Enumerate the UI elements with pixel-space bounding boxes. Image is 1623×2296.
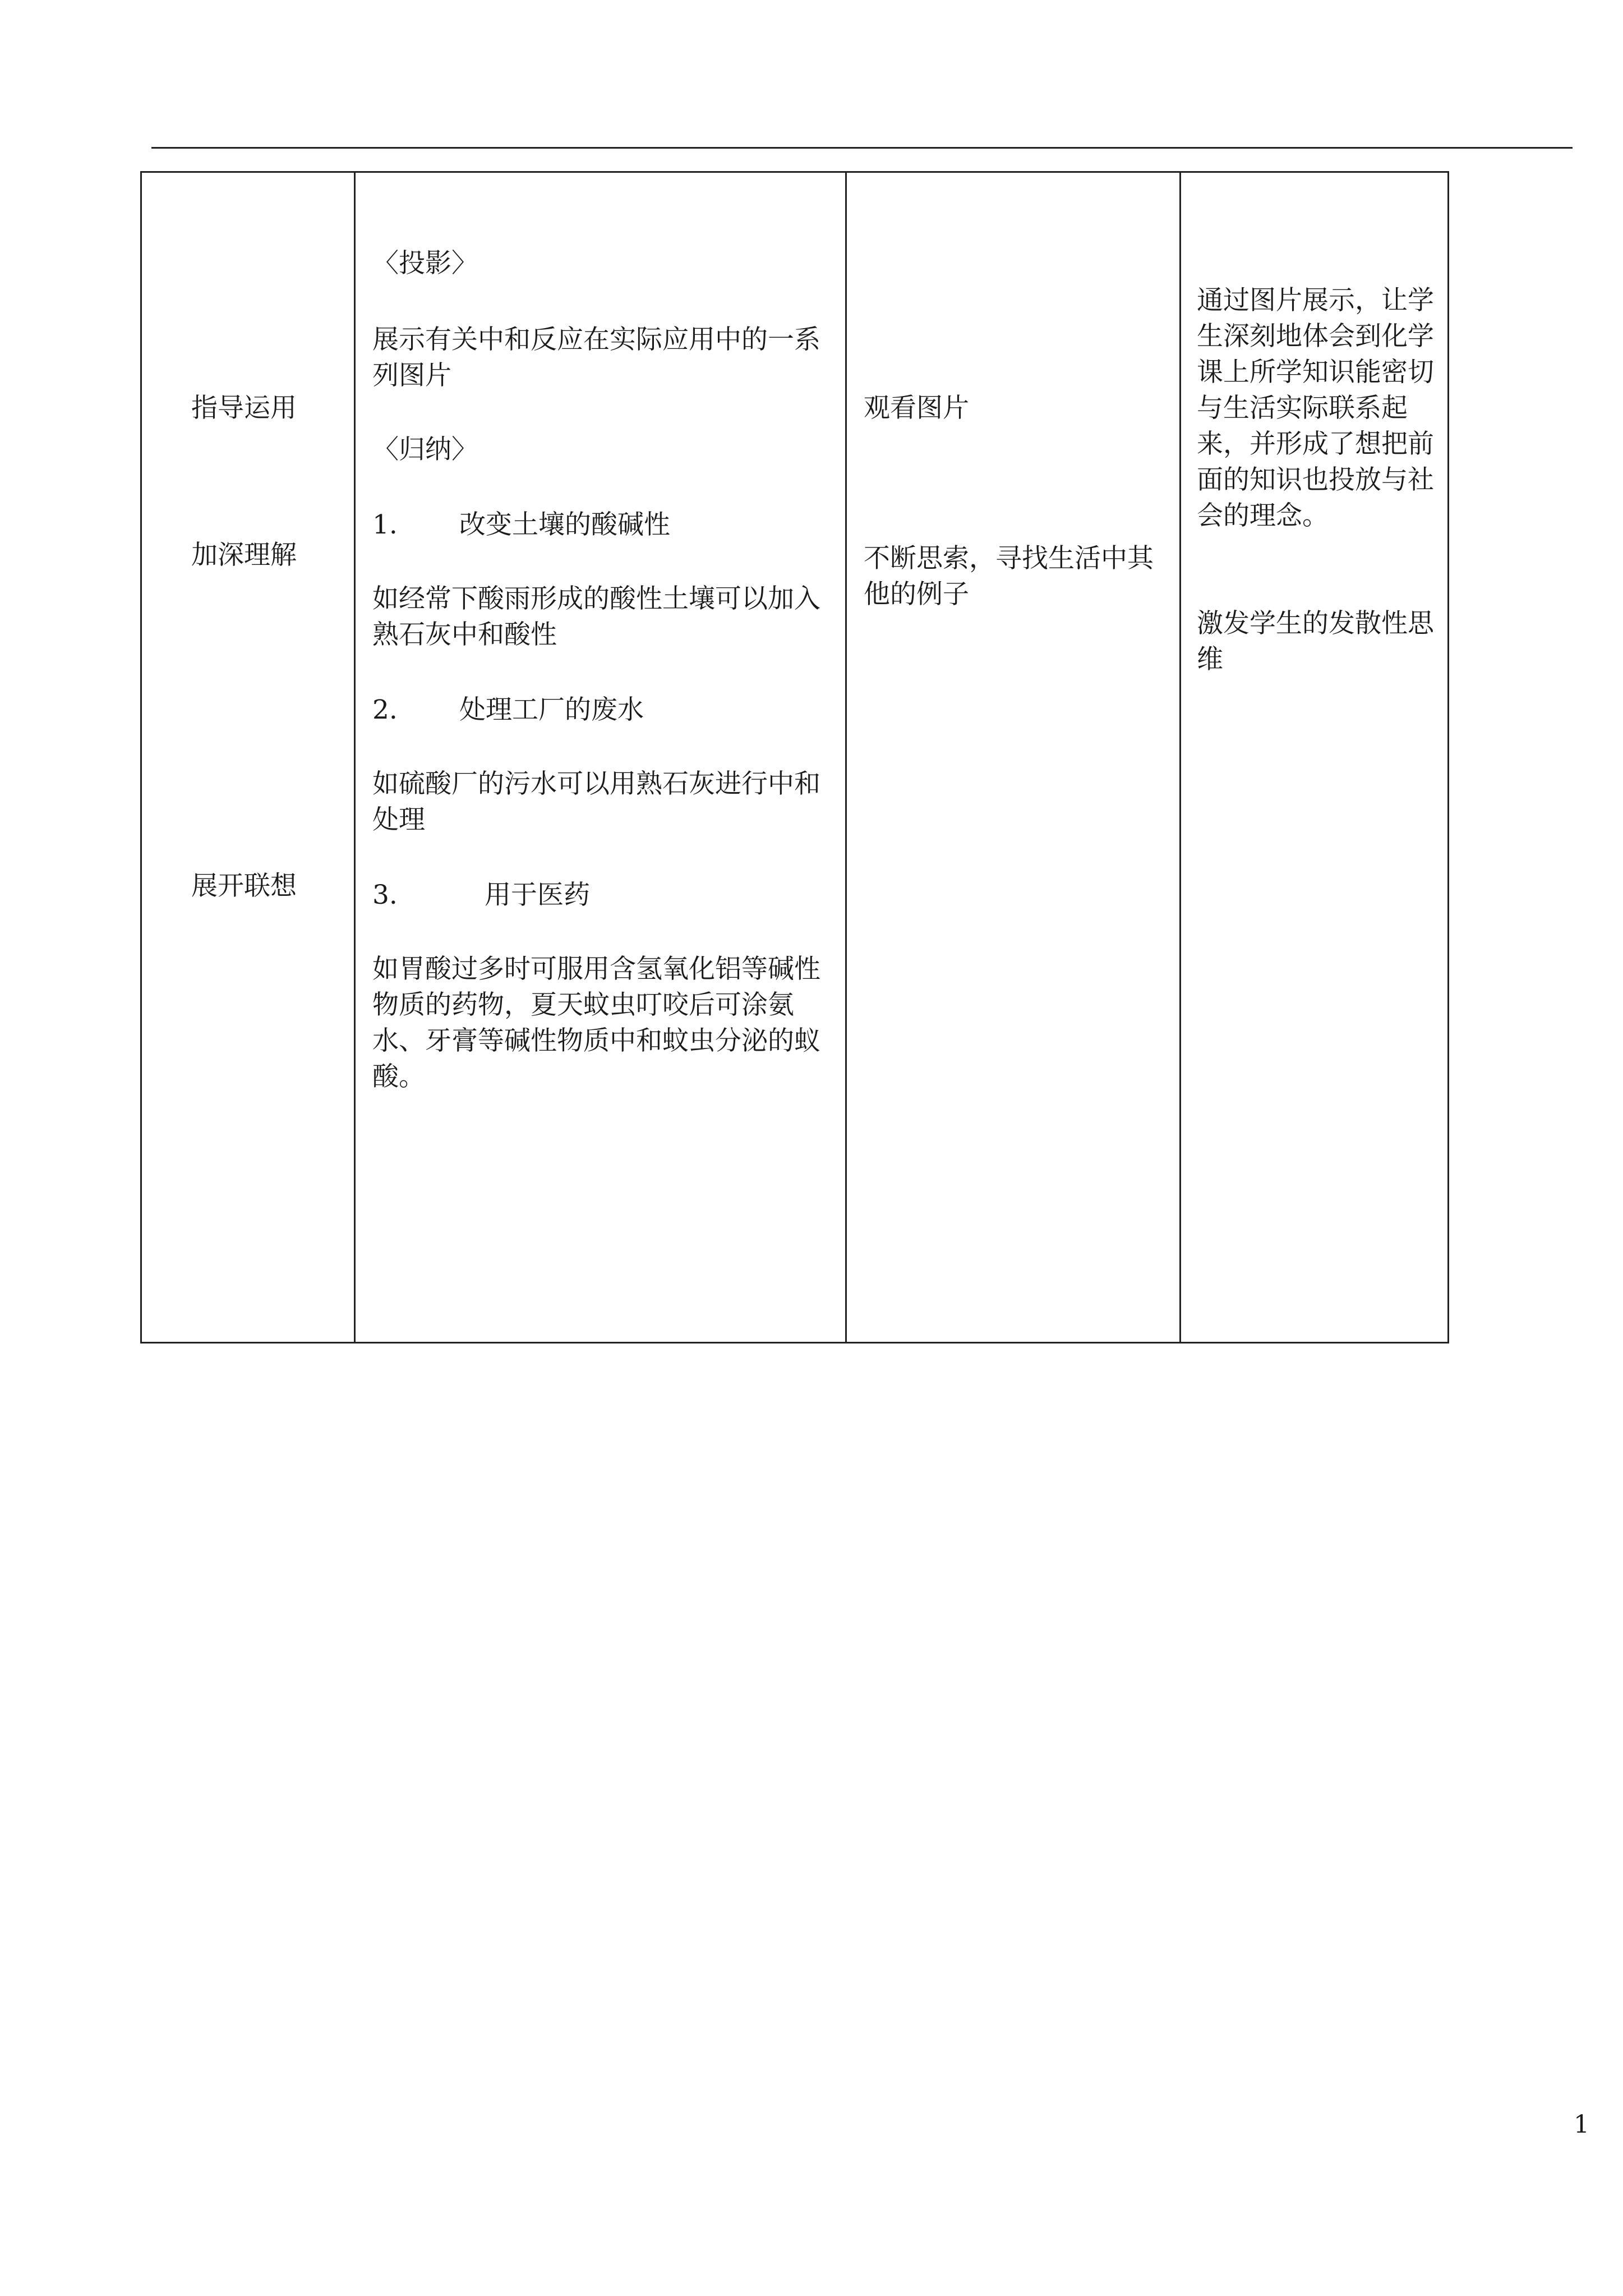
list-item-2-description: 如硫酸厂的污水可以用熟石灰进行中和处理: [372, 769, 820, 835]
table-column-phase: [142, 173, 356, 1342]
list-item-1-title: 改变土壤的酸碱性: [459, 509, 670, 540]
phase-guide-apply: 指导运用: [191, 393, 297, 424]
header-rule: [151, 147, 1573, 149]
summary-label: 〈归纳〉: [372, 434, 478, 465]
phase-expand-association: 展开联想: [191, 871, 297, 901]
table-column-teacher-activity: [356, 173, 847, 1342]
intent-text-2: 激发学生的发散性思维: [1197, 608, 1434, 675]
list-item-3-title: 用于医药: [485, 880, 590, 910]
list-item-1-heading: [372, 507, 832, 543]
projection-label: 〈投影〉: [372, 248, 478, 279]
intent-text-1: 通过图片展示，让学生深刻地体会到化学课上所学知识能密切与生活实际联系起来，并形成了想把前面的知识也投放与社会的理念。: [1197, 285, 1434, 531]
think-examples-text: 不断思索，寻找生活中其他的例子: [864, 543, 1154, 610]
table-column-student-activity: [847, 173, 1181, 1342]
table-column-design-intent: [1181, 173, 1447, 1342]
list-item-3-description: 如胃酸过多时可服用含氢氧化铝等碱性物质的药物，夏天蚊虫叮咬后可涂氨水、牙膏等碱性物质中和蚊虫分泌的蚁酸。: [372, 954, 820, 1092]
list-item-1-description: 如经常下酸雨形成的酸性土壤可以加入熟石灰中和酸性: [372, 583, 820, 650]
list-item-2-number: 2.: [372, 694, 398, 725]
list-item-2-title: 处理工厂的废水: [459, 694, 644, 725]
show-pictures-text: 展示有关中和反应在实际应用中的一系列图片: [372, 324, 820, 391]
phase-deepen-understanding: 加深理解: [191, 540, 297, 570]
list-item-1-number: 1.: [372, 509, 398, 540]
list-item-2-heading: [372, 692, 832, 728]
list-item-3-heading: [372, 877, 832, 913]
list-item-3-number: 3.: [372, 880, 398, 910]
page-number: 1: [1574, 2110, 1589, 2139]
watch-pictures-text: 观看图片: [864, 393, 969, 424]
lesson-table: [140, 171, 1449, 1343]
